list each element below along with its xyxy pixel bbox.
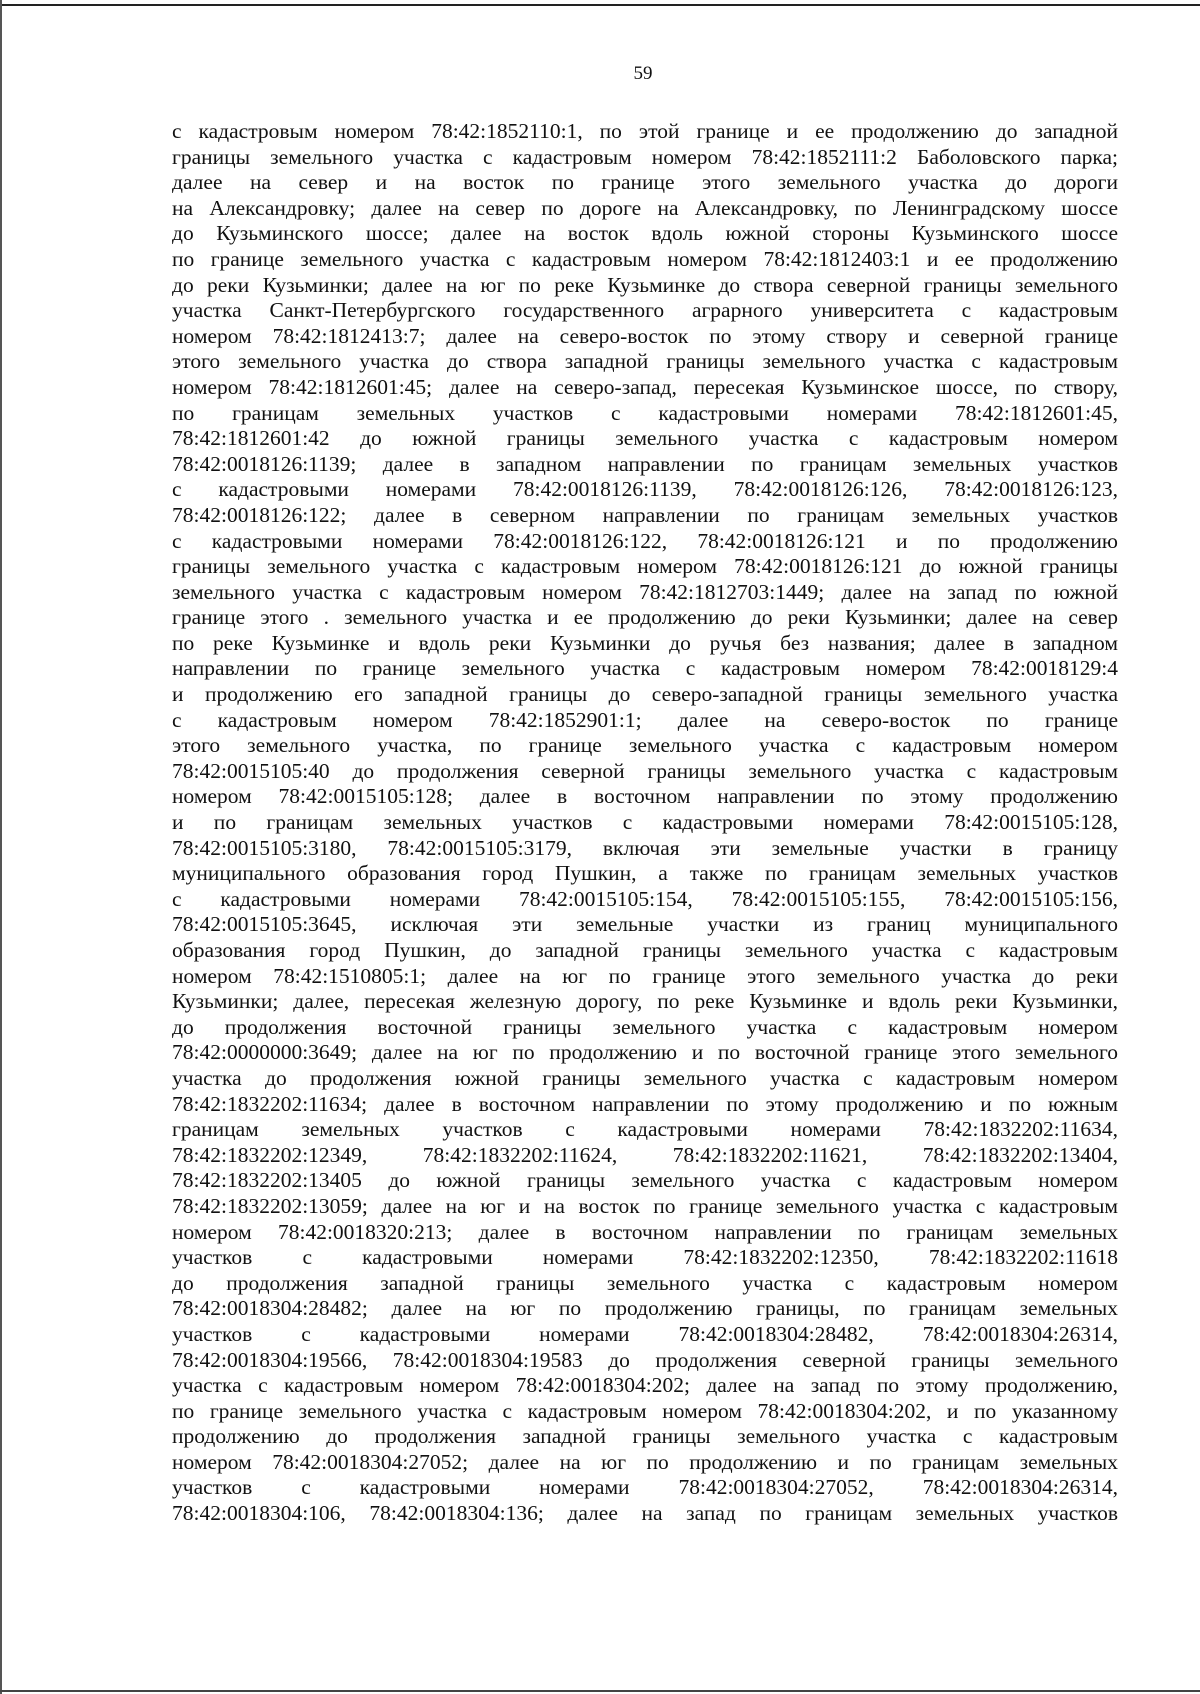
text-line: 78:42:1832202:13059; далее на юг и на восток по границе земельного участка с кадастровым bbox=[172, 1193, 1118, 1218]
text-line: 78:42:0015105:40 до продолжения северной границы земельного участка с кадастровым bbox=[172, 758, 1118, 783]
text-line: Кузьминки; далее, пересекая железную дорогу, по реке Кузьминке и вдоль реки Кузьминки, bbox=[172, 989, 1118, 1014]
text-line: 78:42:0018126:1139; далее в западном направлении по границам земельных участков bbox=[172, 451, 1118, 476]
text-line: 78:42:1832202:13405 до южной границы земельного участка с кадастровым номером bbox=[172, 1168, 1118, 1193]
text-line: с кадастровым номером 78:42:1852110:1, по этой границе и ее продолжению до западной bbox=[172, 119, 1118, 143]
text-line: направлении по границе земельного участка с кадастровым номером 78:42:0018129:4 bbox=[172, 656, 1118, 681]
text-line: образования город Пушкин, до западной границы земельного участка с кадастровым bbox=[172, 938, 1118, 962]
text-line: этого земельного участка до створа западной границы земельного участка с кадастровым bbox=[172, 349, 1118, 374]
text-line: 78:42:0018304:28482; далее на юг по продолжению границы, по границам земельных bbox=[172, 1296, 1118, 1321]
text-line: далее на север и на восток по границе этого земельного участка до дороги bbox=[172, 170, 1118, 195]
text-line: 78:42:0018304:106, 78:42:0018304:136; далее на запад по границам земельных участков bbox=[172, 1501, 1118, 1526]
text-line: по границам земельных участков с кадастровыми номерами 78:42:1812601:45, bbox=[172, 400, 1118, 425]
text-line: номером 78:42:0018320:213; далее в восточном направлении по границам земельных bbox=[172, 1219, 1118, 1244]
text-line: с кадастровыми номерами 78:42:0018126:122, 78:42:0018126:121 и по продолжению bbox=[172, 528, 1118, 553]
text-line: 78:42:1832202:11634; далее в восточном направлении по этому продолжению и по южным bbox=[172, 1091, 1118, 1116]
text-line: с кадастровыми номерами 78:42:0018126:1139, 78:42:0018126:126, 78:42:0018126:123, bbox=[172, 477, 1118, 502]
text-line: номером 78:42:1510805:1; далее на юг по границе этого земельного участка до реки bbox=[172, 963, 1118, 988]
text-line: муниципального образования город Пушкин, а также по границам земельных участков bbox=[172, 861, 1118, 886]
text-line: и продолжению его западной границы до северо-западной границы земельного участка bbox=[172, 682, 1118, 707]
text-line: границы земельного участка с кадастровым номером 78:42:1852111:2 Баболовского парка; bbox=[172, 144, 1118, 169]
text-line: границы земельного участка с кадастровым номером 78:42:0018126:121 до южной границы bbox=[172, 554, 1118, 579]
text-line: с кадастровым номером 78:42:1852901:1; далее на северо-восток по границе bbox=[172, 707, 1118, 732]
text-line: на Александровку; далее на север по дороге на Александровку, по Ленинградскому шоссе bbox=[172, 195, 1118, 220]
text-line: номером 78:42:0018304:27052; далее на юг по продолжению и по границам земельных bbox=[172, 1449, 1118, 1474]
text-line: по границе земельного участка с кадастровым номером 78:42:1812403:1 и ее продолжению bbox=[172, 246, 1118, 271]
text-line: участка до продолжения южной границы земельного участка с кадастровым номером bbox=[172, 1065, 1118, 1090]
text-line: по реке Кузьминке и вдоль реки Кузьминки до ручья без названия; далее в западном bbox=[172, 630, 1118, 655]
text-line: 78:42:0018126:122; далее в северном направлении по границам земельных участков bbox=[172, 502, 1118, 527]
text-line: участков с кадастровыми номерами 78:42:1832202:12350, 78:42:1832202:11618 bbox=[172, 1245, 1118, 1270]
text-line: участков с кадастровыми номерами 78:42:0018304:27052, 78:42:0018304:26314, bbox=[172, 1475, 1118, 1500]
text-line: 78:42:0000000:3649; далее на юг по продолжению и по восточной границе этого земельного bbox=[172, 1040, 1118, 1065]
bottom-border-rule bbox=[0, 1690, 1200, 1692]
text-line: до продолжения западной границы земельного участка с кадастровым номером bbox=[172, 1270, 1118, 1295]
text-line: по границе земельного участка с кадастровым номером 78:42:0018304:202, и по указанному bbox=[172, 1398, 1118, 1423]
text-line: номером 78:42:1812413:7; далее на северо-восток по этому створу и северной границе bbox=[172, 323, 1118, 348]
text-line: и по границам земельных участков с кадастровыми номерами 78:42:0015105:128, bbox=[172, 810, 1118, 835]
text-line: 78:42:0015105:3180, 78:42:0015105:3179, включая эти земельные участки в границу bbox=[172, 835, 1118, 860]
text-line: 78:42:0015105:3645, исключая эти земельные участки из границ муниципального bbox=[172, 912, 1118, 937]
text-line: с кадастровыми номерами 78:42:0015105:154, 78:42:0015105:155, 78:42:0015105:156, bbox=[172, 886, 1118, 911]
left-border-rule bbox=[0, 0, 2, 1694]
top-border-rule bbox=[0, 4, 1200, 6]
text-line: 78:42:1812601:42 до южной границы земельного участка с кадастровым номером bbox=[172, 426, 1118, 451]
text-line: номером 78:42:1812601:45; далее на северо-запад, пересекая Кузьминское шоссе, по створу, bbox=[172, 374, 1118, 399]
text-line: 78:42:1832202:12349, 78:42:1832202:11624, 78:42:1832202:11621, 78:42:1832202:13404, bbox=[172, 1142, 1118, 1167]
page-number: 59 bbox=[633, 63, 653, 84]
text-line: до продолжения восточной границы земельного участка с кадастровым номером bbox=[172, 1014, 1118, 1039]
text-line: границе этого . земельного участка и ее продолжению до реки Кузьминки; далее на север bbox=[172, 605, 1118, 630]
text-line: номером 78:42:0015105:128; далее в восточном направлении по этому продолжению bbox=[172, 784, 1118, 809]
text-line: до реки Кузьминки; далее на юг по реке Кузьминке до створа северной границы земельного bbox=[172, 272, 1118, 297]
document-body bbox=[172, 119, 1118, 1527]
text-line: продолжению до продолжения западной границы земельного участка с кадастровым bbox=[172, 1424, 1118, 1449]
text-line: земельного участка с кадастровым номером 78:42:1812703:1449; далее на запад по южной bbox=[172, 579, 1118, 604]
text-line: участков с кадастровыми номерами 78:42:0018304:28482, 78:42:0018304:26314, bbox=[172, 1321, 1118, 1346]
text-line: участка с кадастровым номером 78:42:0018304:202; далее на запад по этому продолжению, bbox=[172, 1373, 1118, 1398]
text-line: этого земельного участка, по границе земельного участка с кадастровым номером bbox=[172, 733, 1118, 758]
text-line: до Кузьминского шоссе; далее на восток вдоль южной стороны Кузьминского шоссе bbox=[172, 221, 1118, 246]
text-line: участка Санкт-Петербургского государственного аграрного университета с кадастровым bbox=[172, 298, 1118, 323]
text-line: границам земельных участков с кадастровыми номерами 78:42:1832202:11634, bbox=[172, 1117, 1118, 1142]
text-line: 78:42:0018304:19566, 78:42:0018304:19583 до продолжения северной границы земельного bbox=[172, 1347, 1118, 1372]
